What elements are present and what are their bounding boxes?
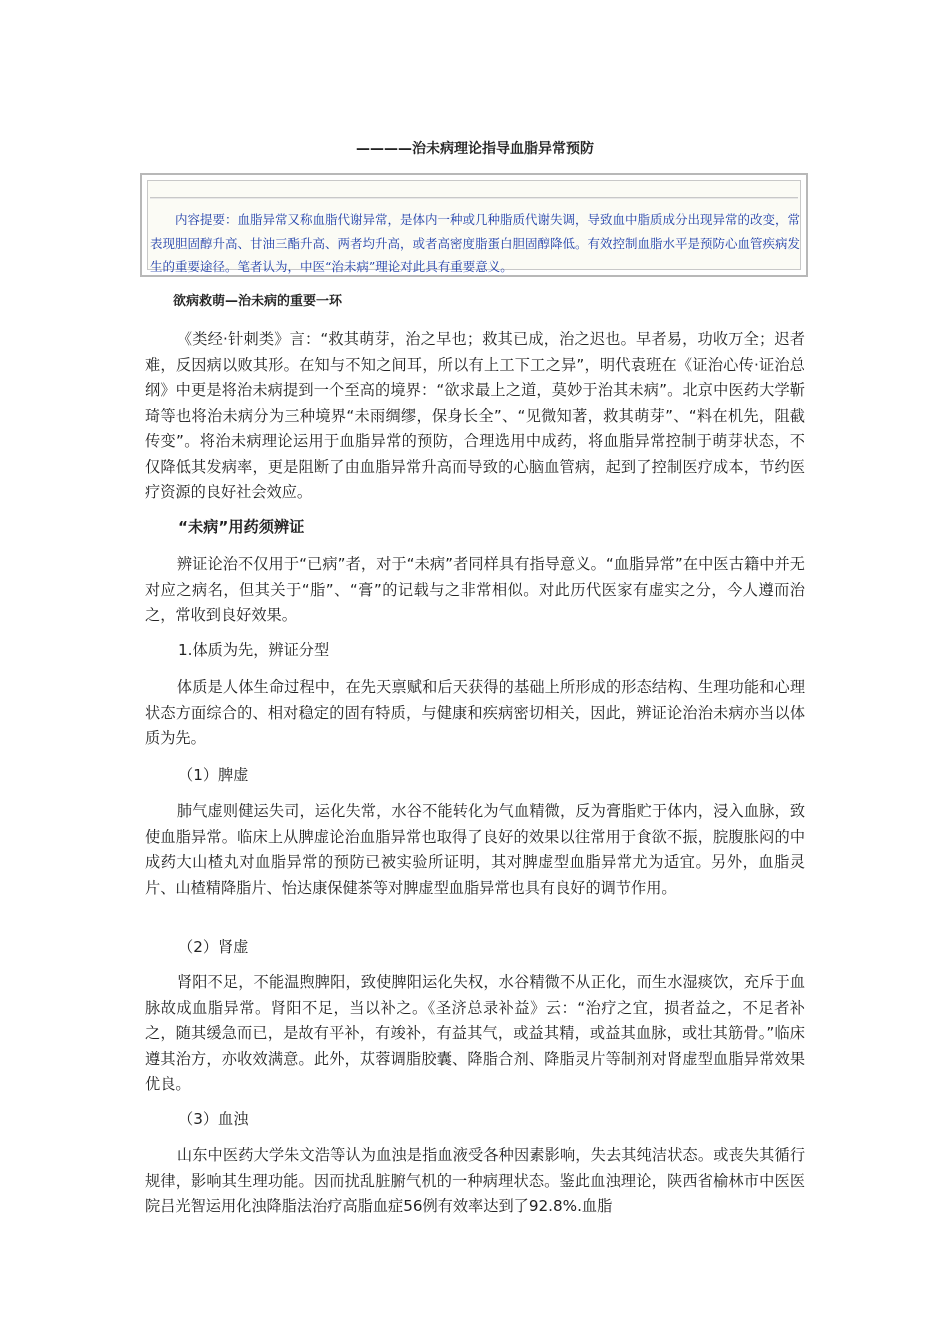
subheading-kidney-deficiency: （2）肾虚	[178, 938, 249, 956]
section-heading-2: “未病”用药须辨证	[178, 518, 305, 536]
subheading-spleen-deficiency: （1）脾虚	[178, 766, 249, 784]
subheading-constitution: 1.体质为先，辨证分型	[178, 641, 330, 659]
abstract-box	[140, 173, 808, 277]
paragraph-5: 肾阳不足，不能温煦脾阳，致使脾阳运化失权，水谷精微不从正化，而生水湿痰饮，充斥于血脉故成血脂异常。肾阳不足，当以补之。《圣济总录补益》云：“治疗之宜，损者益之，不足者补之，随其缓急而已，是故有平补，有竣补，有益其气，或益其精，或益其血脉，或壮其筋骨。”临床遵其治方，亦收效满意。此外，苁蓉调脂胶囊、降脂合剂、降脂灵片等制剂对肾虚型血脂异常效果优良。	[145, 973, 805, 1093]
paragraph-2: 辨证论治不仅用于“已病”者，对于“未病”者同样具有指导意义。“血脂异常”在中医古籍中并无对应之病名，但其关于“脂”、“膏”的记载与之非常相似。对此历代医家有虚实之分，今人遵而治之，常收到良好效果。	[145, 555, 805, 624]
paragraph-4: 肺气虚则健运失司，运化失常，水谷不能转化为气血精微，反为膏脂贮于体内，浸入血脉，致使血脂异常。临床上从脾虚论治血脂异常也取得了良好的效果以往常用于食欲不振，脘腹胀闷的中成药大山楂丸对血脂异常的预防已被实验所证明，其对脾虚型血脂异常尤为适宜。另外，血脂灵片、山楂精降脂片、怡达康保健茶等对脾虚型血脂异常也具有良好的调节作用。	[145, 802, 805, 897]
paragraph-1: 《类经·针刺类》言：“救其萌芽，治之早也；救其已成，治之迟也。早者易，功收万全；迟者难，反因病以败其形。在知与不知之间耳，所以有上工下工之异”，明代袁班在《证治心传·证治总纲》中更是将治未病提到一个至高的境界：“欲求最上之道，莫妙于治其未病”。北京中医药大学靳琦等也将治未病分为三种境界“未雨绸缪，保身长全”、“见微知著，救其萌芽”、“料在机先，阻截传变”。将治未病理论运用于血脂异常的预防，合理选用中成药，将血脂异常控制于萌芽状态，不仅降低其发病率，更是阻断了由血脂异常升高而导致的心脑血管病，起到了控制医疗成本，节约医疗资源的良好社会效应。	[145, 330, 805, 501]
paragraph-6: 山东中医药大学朱文浩等认为血浊是指血液受各种因素影响，失去其纯洁状态。或丧失其循行规律，影响其生理功能。因而扰乱脏腑气机的一种病理状态。鉴此血浊理论，陕西省榆林市中医医院吕光智运用化浊降脂法治疗高脂血症56例有效率达到了92.8%.血脂	[145, 1146, 805, 1215]
subheading-blood-turbidity: （3）血浊	[178, 1110, 249, 1128]
abstract-divider	[150, 197, 798, 199]
section-heading-1: 欲病救萌—治未病的重要一环	[173, 294, 343, 309]
page-title: ————治未病理论指导血脂异常预防	[356, 141, 594, 157]
paragraph-3: 体质是人体生命过程中，在先天禀赋和后天获得的基础上所形成的形态结构、生理功能和心理状态方面综合的、相对稳定的固有特质，与健康和疾病密切相关，因此，辨证论治治未病亦当以体质为先。	[145, 678, 805, 747]
abstract-text: 内容提要：血脂异常又称血脂代谢异常，是体内一种或几种脂质代谢失调，导致血中脂质成分出现异常的改变，常表现胆固醇升高、甘油三酯升高、两者均升高，或者高密度脂蛋白胆固醇降低。有效控制血脂水平是预防心血管疾病发生的重要途径。笔者认为，中医“治未病”理论对此具有重要意义。	[150, 212, 801, 274]
abstract-frame	[147, 180, 801, 274]
